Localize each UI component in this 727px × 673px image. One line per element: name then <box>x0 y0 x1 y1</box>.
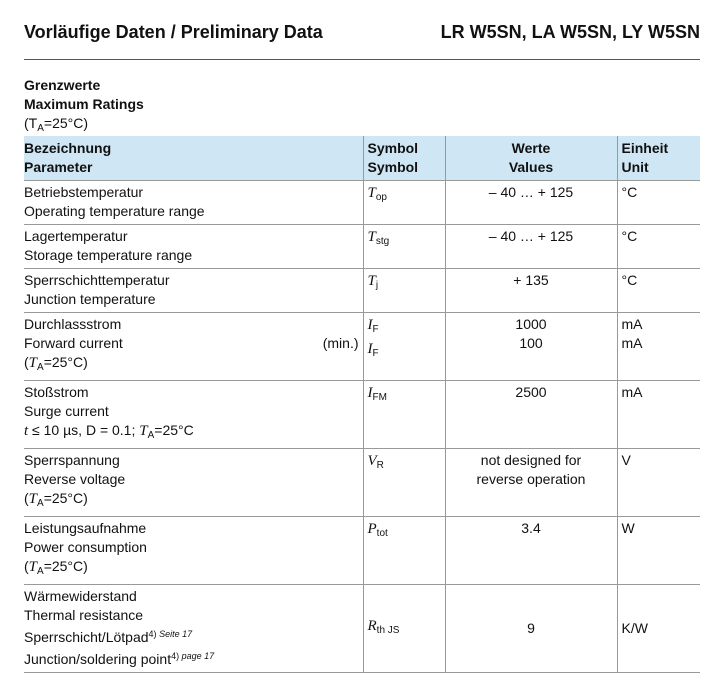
table-row <box>24 585 700 673</box>
symbol-letter: P <box>367 521 377 537</box>
cond-subscript: A <box>37 498 44 509</box>
param-condition <box>24 489 359 513</box>
row-symbol <box>363 225 445 269</box>
row-unit: °C <box>617 269 700 313</box>
cond-symbol: T <box>28 355 38 371</box>
row-unit: V <box>617 449 700 517</box>
row-parameter <box>24 313 363 381</box>
param-de-2 <box>24 625 359 647</box>
table-row <box>24 181 700 225</box>
param-en-with-min <box>24 334 359 353</box>
footnote-ref-en: page 17 <box>181 651 215 661</box>
row-parameter <box>24 181 363 225</box>
row-value <box>445 449 617 517</box>
symbol-letter: T <box>367 229 376 245</box>
param-de: Betriebstemperatur <box>24 184 144 200</box>
cond-subscript: A <box>147 430 155 441</box>
value-typ: 1000 <box>515 316 547 332</box>
table-row <box>24 313 700 381</box>
param-en: Storage temperature range <box>24 247 193 263</box>
value-line-1: not designed for <box>480 452 582 468</box>
param-en: Junction temperature <box>24 291 156 307</box>
symbol-letter: V <box>367 453 377 469</box>
symbol-letter: T <box>367 273 376 289</box>
row-unit <box>617 313 700 381</box>
header-divider <box>24 59 700 60</box>
param-en-2 <box>24 647 359 669</box>
row-symbol <box>363 269 445 313</box>
table-row <box>24 269 700 313</box>
document-header-left: Vorläufige Daten / Preliminary Data <box>24 22 323 42</box>
cond-t: t <box>24 423 29 439</box>
row-unit: mA <box>617 381 700 449</box>
row-parameter <box>24 381 363 449</box>
param-en: Power consumption <box>24 539 147 555</box>
header-unit-en: Unit <box>621 159 649 175</box>
header-symbol <box>363 136 445 181</box>
cond-close: =25°C <box>154 422 194 438</box>
row-symbol <box>363 313 445 381</box>
param-de: Stoßstrom <box>24 384 89 400</box>
param-en: Operating temperature range <box>24 203 205 219</box>
cond-paren: ( <box>24 490 29 506</box>
unit-typ: mA <box>621 316 643 332</box>
row-value <box>445 313 617 381</box>
value-line-2: reverse operation <box>476 471 586 487</box>
row-value: 9 <box>445 585 617 673</box>
cond-text: ≤ 10 µs, D = 0.1; <box>28 422 140 438</box>
table-row <box>24 225 700 269</box>
row-unit: °C <box>617 181 700 225</box>
param-de: Sperrschichttemperatur <box>24 272 170 288</box>
symbol-subscript: th JS <box>376 625 400 636</box>
header-values-en: Values <box>508 159 554 175</box>
cond-subscript: A <box>37 566 44 577</box>
condition-close: =25°C) <box>43 115 89 131</box>
section-title-en: Maximum Ratings <box>24 96 144 112</box>
row-symbol <box>363 585 445 673</box>
value-min: 100 <box>519 335 543 351</box>
row-symbol <box>363 449 445 517</box>
footnote-number-de: 4) <box>148 629 157 639</box>
row-value: – 40 … + 125 <box>445 181 617 225</box>
symbol-subscript: op <box>375 192 387 203</box>
section-condition <box>24 114 144 138</box>
footnote-en <box>171 651 214 661</box>
param-en: Reverse voltage <box>24 471 126 487</box>
section-heading <box>24 76 144 138</box>
row-parameter <box>24 585 363 673</box>
row-value: + 135 <box>445 269 617 313</box>
param-de-2-text: Sperrschicht/Lötpad <box>24 629 149 645</box>
header-unit-de: Einheit <box>621 140 669 156</box>
symbol-letter: R <box>367 618 377 634</box>
param-de: Wärmewiderstand <box>24 588 137 604</box>
footnote-ref-de: Seite 17 <box>159 629 193 639</box>
row-parameter <box>24 225 363 269</box>
unit-min: mA <box>621 335 643 351</box>
header-unit <box>617 136 700 181</box>
symbol-subscript: FM <box>372 392 387 403</box>
cond-symbol: T <box>28 559 38 575</box>
row-symbol <box>363 517 445 585</box>
param-en: Thermal resistance <box>24 607 144 623</box>
row-parameter <box>24 517 363 585</box>
table-header-row <box>24 136 700 181</box>
row-value: 3.4 <box>445 517 617 585</box>
row-value: – 40 … + 125 <box>445 225 617 269</box>
row-unit: °C <box>617 225 700 269</box>
condition-open: (T <box>24 115 38 131</box>
cond-close: =25°C) <box>43 558 88 574</box>
param-condition <box>24 557 359 581</box>
param-en-2-text: Junction/soldering point <box>24 651 172 667</box>
param-de: Lagertemperatur <box>24 228 128 244</box>
cond-subscript: A <box>37 362 44 373</box>
table-row <box>24 517 700 585</box>
symbol-subscript: R <box>376 460 384 471</box>
param-condition <box>24 421 359 445</box>
row-unit: W <box>617 517 700 585</box>
header-parameter-de: Bezeichnung <box>24 140 112 156</box>
cond-close: =25°C) <box>43 354 88 370</box>
symbol-letter: I <box>367 385 373 401</box>
header-values <box>445 136 617 181</box>
row-symbol <box>363 381 445 449</box>
param-de: Leistungsaufnahme <box>24 520 147 536</box>
symbol-letter: I <box>367 317 373 333</box>
symbol-letter: T <box>367 185 376 201</box>
row-parameter <box>24 449 363 517</box>
symbol-subscript-min: F <box>372 348 379 359</box>
symbol-subscript: tot <box>376 528 388 539</box>
header-symbol-en: Symbol <box>367 159 419 175</box>
min-label: (min.) <box>322 335 359 351</box>
maximum-ratings-table <box>24 136 700 673</box>
symbol-letter-min: I <box>367 341 373 357</box>
header-symbol-de: Symbol <box>367 140 419 156</box>
row-unit: K/W <box>617 585 700 673</box>
header-values-de: Werte <box>511 140 551 156</box>
cond-symbol: T <box>139 423 148 439</box>
condition-sub: A <box>37 123 44 134</box>
header-parameter <box>24 136 363 181</box>
row-symbol <box>363 181 445 225</box>
symbol-subscript: stg <box>375 236 390 247</box>
footnote-de <box>149 629 193 639</box>
param-condition <box>24 353 359 377</box>
table-row <box>24 449 700 517</box>
section-title-de: Grenzwerte <box>24 77 101 93</box>
footnote-number-en: 4) <box>171 651 180 661</box>
cond-paren: ( <box>24 558 29 574</box>
param-en: Forward current <box>24 335 123 351</box>
symbol-subscript: j <box>375 280 379 291</box>
symbol-subscript: F <box>372 324 379 335</box>
param-de: Durchlassstrom <box>24 316 122 332</box>
table-row <box>24 381 700 449</box>
document-header-part-numbers: LR W5SN, LA W5SN, LY W5SN <box>440 22 700 42</box>
param-en: Surge current <box>24 403 109 419</box>
row-parameter <box>24 269 363 313</box>
row-value: 2500 <box>445 381 617 449</box>
cond-symbol: T <box>28 491 38 507</box>
cond-close: =25°C) <box>43 490 88 506</box>
param-de: Sperrspannung <box>24 452 120 468</box>
header-parameter-en: Parameter <box>24 159 93 175</box>
cond-paren: ( <box>24 354 29 370</box>
